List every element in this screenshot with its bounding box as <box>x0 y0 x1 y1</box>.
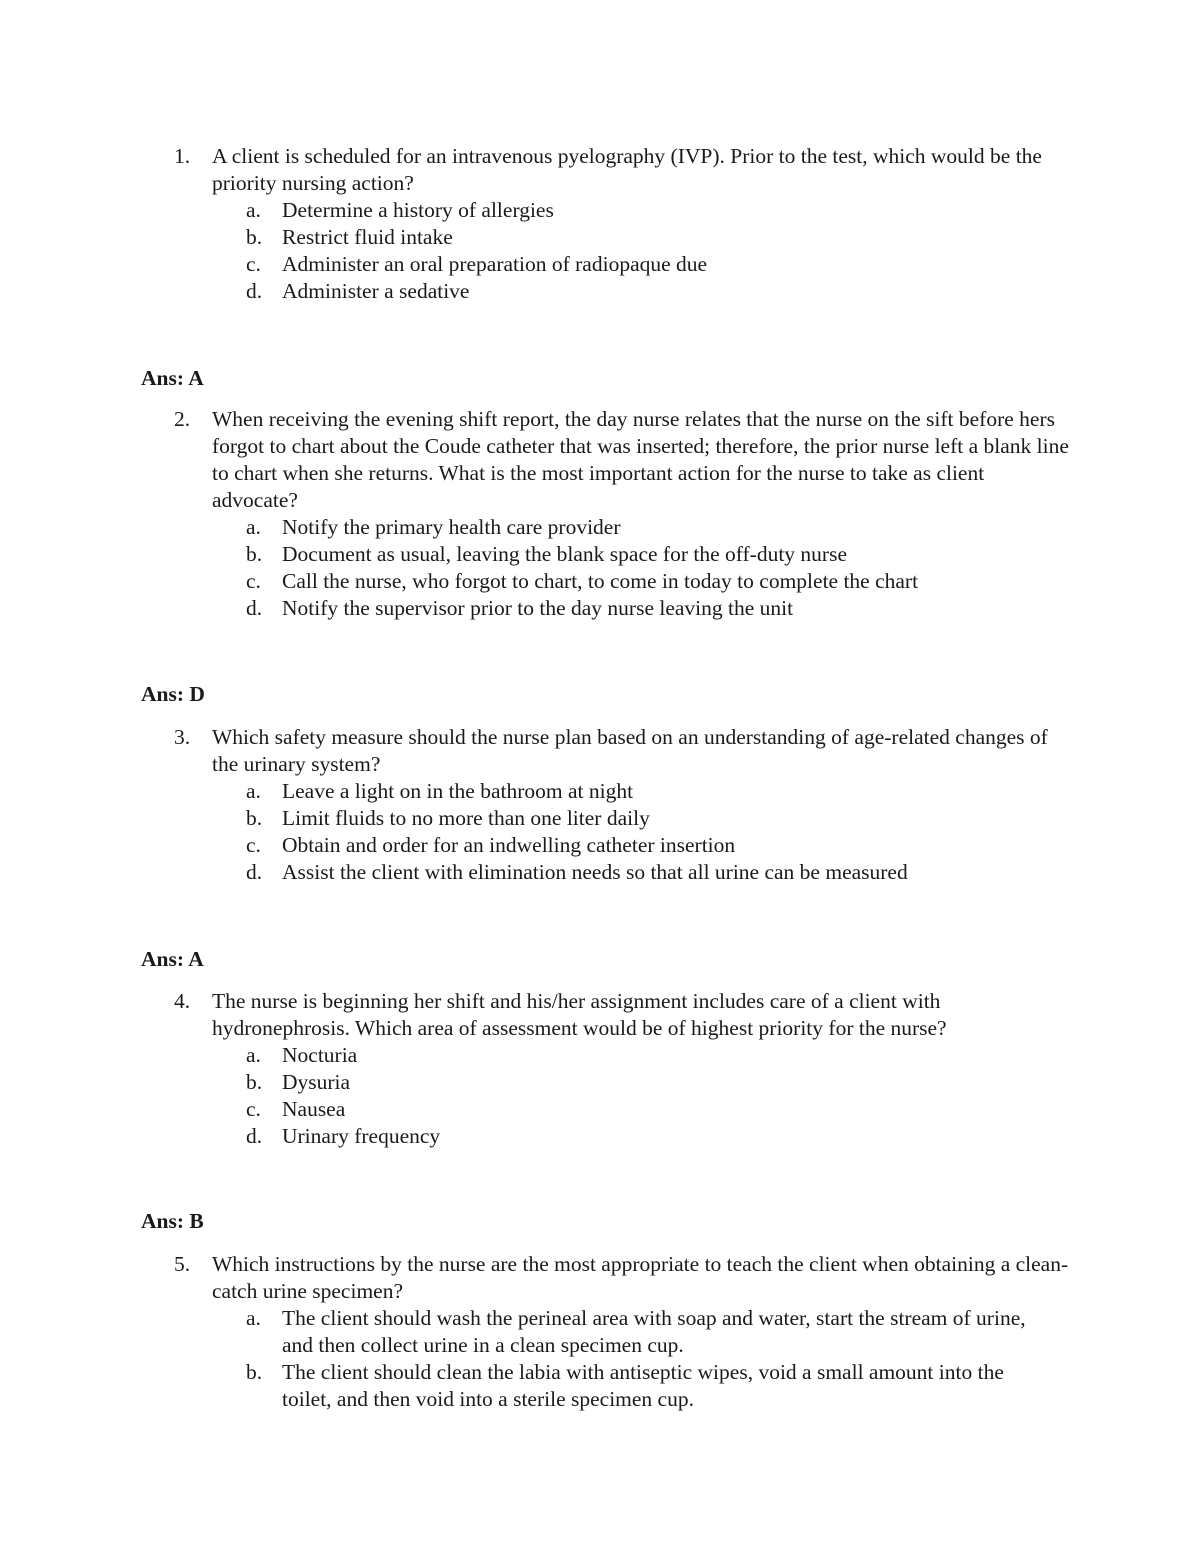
option-letter: c. <box>246 569 261 593</box>
option-letter: a. <box>246 198 261 222</box>
option-letter: b. <box>246 806 263 830</box>
answer-label: Ans: A <box>141 366 204 390</box>
option-letter: a. <box>246 779 261 803</box>
option-letter: d. <box>246 279 263 303</box>
option-text: Call the nurse, who forgot to chart, to come in today to complete the chart <box>282 569 919 593</box>
question-number: 4. <box>174 989 191 1013</box>
question-number: 2. <box>174 407 191 431</box>
option-text: Dysuria <box>282 1070 351 1094</box>
option-letter: c. <box>246 1097 261 1121</box>
option-letter: b. <box>246 1360 263 1384</box>
option-text: The client should wash the perineal area with soap and water, start the stream of urine, and then collect urine in a clean specimen cup. <box>282 1306 1026 1357</box>
question-number: 3. <box>174 725 191 749</box>
option-letter: c. <box>246 252 261 276</box>
option-text: Urinary frequency <box>282 1124 441 1148</box>
option-letter: b. <box>246 542 263 566</box>
option-letter: b. <box>246 1070 263 1094</box>
answer-label: Ans: A <box>141 947 204 971</box>
option-letter: c. <box>246 833 261 857</box>
option-letter: d. <box>246 860 263 884</box>
option-text: Determine a history of allergies <box>282 198 554 222</box>
option-text: Nocturia <box>282 1043 358 1067</box>
option-text: Restrict fluid intake <box>282 225 453 249</box>
option-letter: d. <box>246 1124 263 1148</box>
option-text: The client should clean the labia with antiseptic wipes, void a small amount into the toilet, and then void into a sterile specimen cup. <box>282 1360 1004 1411</box>
option-text: Nausea <box>282 1097 346 1121</box>
option-letter: b. <box>246 225 263 249</box>
option-letter: a. <box>246 515 261 539</box>
question-text: When receiving the evening shift report, the day nurse relates that the nurse on the sift before hers forgot to chart about the Coude catheter that was inserted; therefore, the prior nurse left a blank line to chart when she returns. What is the most important action for the nurse to take as client advocate? <box>212 407 1069 512</box>
question-text: Which safety measure should the nurse plan based on an understanding of age-related changes of the urinary system? <box>212 725 1048 776</box>
question-text: A client is scheduled for an intravenous pyelography (IVP). Prior to the test, which would be the priority nursing action? <box>212 144 1042 195</box>
question-text: Which instructions by the nurse are the most appropriate to teach the client when obtaining a clean-catch urine specimen? <box>212 1252 1069 1303</box>
option-text: Notify the supervisor prior to the day nurse leaving the unit <box>282 596 794 620</box>
option-text: Limit fluids to no more than one liter daily <box>282 806 650 830</box>
option-text: Administer an oral preparation of radiopaque due <box>282 252 708 276</box>
answer-label: Ans: B <box>141 1209 204 1233</box>
option-text: Administer a sedative <box>282 279 470 303</box>
option-letter: a. <box>246 1043 261 1067</box>
answer-label: Ans: D <box>141 682 205 706</box>
option-text: Document as usual, leaving the blank space for the off-duty nurse <box>282 542 848 566</box>
option-text: Obtain and order for an indwelling catheter insertion <box>282 833 736 857</box>
option-letter: a. <box>246 1306 261 1330</box>
option-letter: d. <box>246 596 263 620</box>
question-number: 5. <box>174 1252 191 1276</box>
option-text: Notify the primary health care provider <box>282 515 621 539</box>
option-text: Leave a light on in the bathroom at night <box>282 779 634 803</box>
question-text: The nurse is beginning her shift and his/her assignment includes care of a client with hydronephrosis. Which area of assessment would be of highest priority for the nurse? <box>212 989 947 1040</box>
option-text: Assist the client with elimination needs so that all urine can be measured <box>282 860 908 884</box>
question-number: 1. <box>174 144 191 168</box>
